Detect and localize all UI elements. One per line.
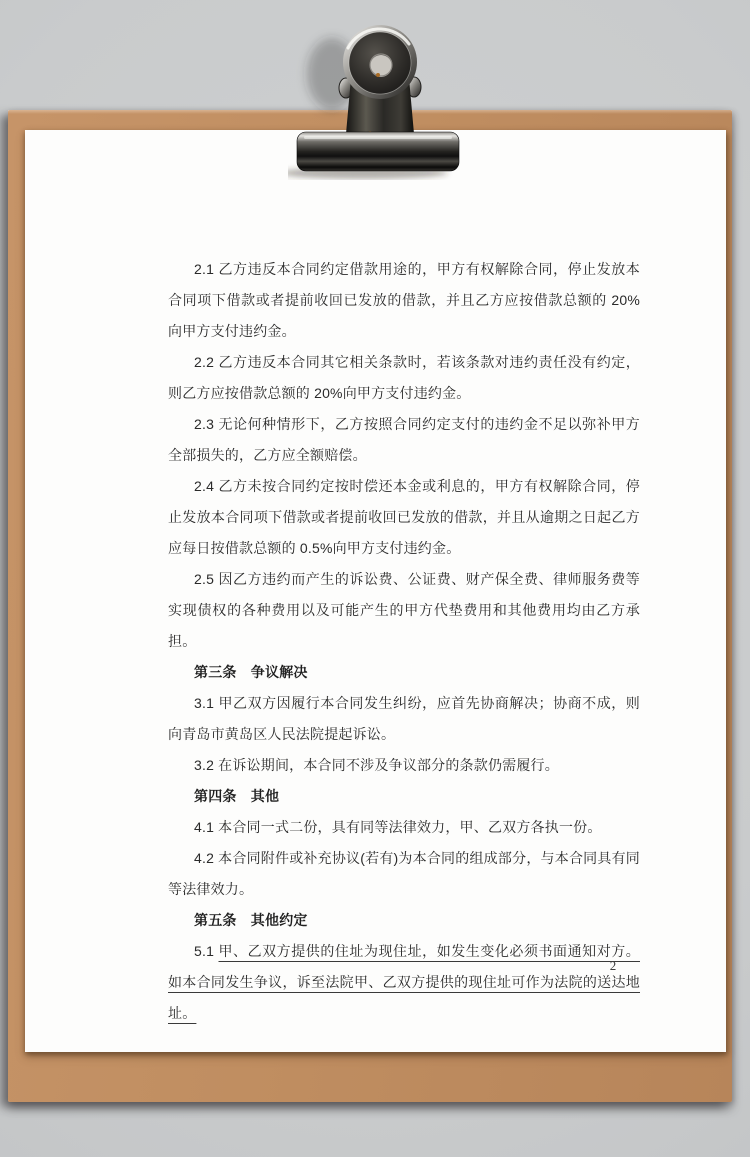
section-heading: 第五条 其他约定 <box>194 912 308 928</box>
binder-clip-icon <box>288 4 472 180</box>
contract-paragraph: 3.1 甲乙双方因履行本合同发生纠纷，应首先协商解决；协商不成，则向青岛市黄岛区人民法院提起诉讼。 <box>168 695 640 742</box>
contract-paragraph: 4.1 本合同一式二份，具有同等法律效力，甲、乙双方各执一份。 <box>194 819 602 835</box>
clip-base-highlight <box>304 136 452 139</box>
contract-body <box>168 254 640 1029</box>
page-number: 2 <box>609 958 617 973</box>
section-heading: 第三条 争议解决 <box>194 664 308 680</box>
clip-knob-hole <box>370 55 392 77</box>
underlined-clause: 甲、乙双方提供的住址为现住址，如发生变化必须书面通知对方。如本合同发生争议，诉至法院甲、乙双方提供的现住址可作为法院的送达地址。 <box>168 943 640 1021</box>
contract-paragraph: 2.1 乙方违反本合同约定借款用途的，甲方有权解除合同，停止发放本合同项下借款或者提前收回已发放的借款，并且乙方应按借款总额的 20%向甲方支付违约金。 <box>168 261 640 339</box>
contract-paragraph: 3.2 在诉讼期间，本合同不涉及争议部分的条款仍需履行。 <box>194 757 559 773</box>
contract-paragraph: 4.2 本合同附件或补充协议(若有)为本合同的组成部分，与本合同具有同等法律效力。 <box>168 850 640 897</box>
contract-paragraph: 2.5 因乙方违约而产生的诉讼费、公证费、财产保全费、律师服务费等实现债权的各种费用以及可能产生的甲方代垫费用和其他费用均由乙方承担。 <box>168 571 640 649</box>
section-heading: 第四条 其他 <box>194 788 280 804</box>
contract-paragraph: 2.3 无论何种情形下，乙方按照合同约定支付的违约金不足以弥补甲方全部损失的，乙方应全额赔偿。 <box>168 416 640 463</box>
contract-paper <box>25 130 726 1052</box>
clip-hole-glint <box>376 73 380 77</box>
contract-paragraph <box>168 936 640 1029</box>
contract-paragraph: 2.2 乙方违反本合同其它相关条款时，若该条款对违约责任没有约定，则乙方应按借款总额的 20%向甲方支付违约金。 <box>168 354 640 401</box>
contract-paragraph: 2.4 乙方未按合同约定按时偿还本金或利息的，甲方有权解除合同，停止发放本合同项下借款或者提前收回已发放的借款，并且从逾期之日起乙方应每日按借款总额的 0.5%向甲方支付违约金。 <box>168 478 640 556</box>
clause-number: 5.1 <box>194 943 219 959</box>
